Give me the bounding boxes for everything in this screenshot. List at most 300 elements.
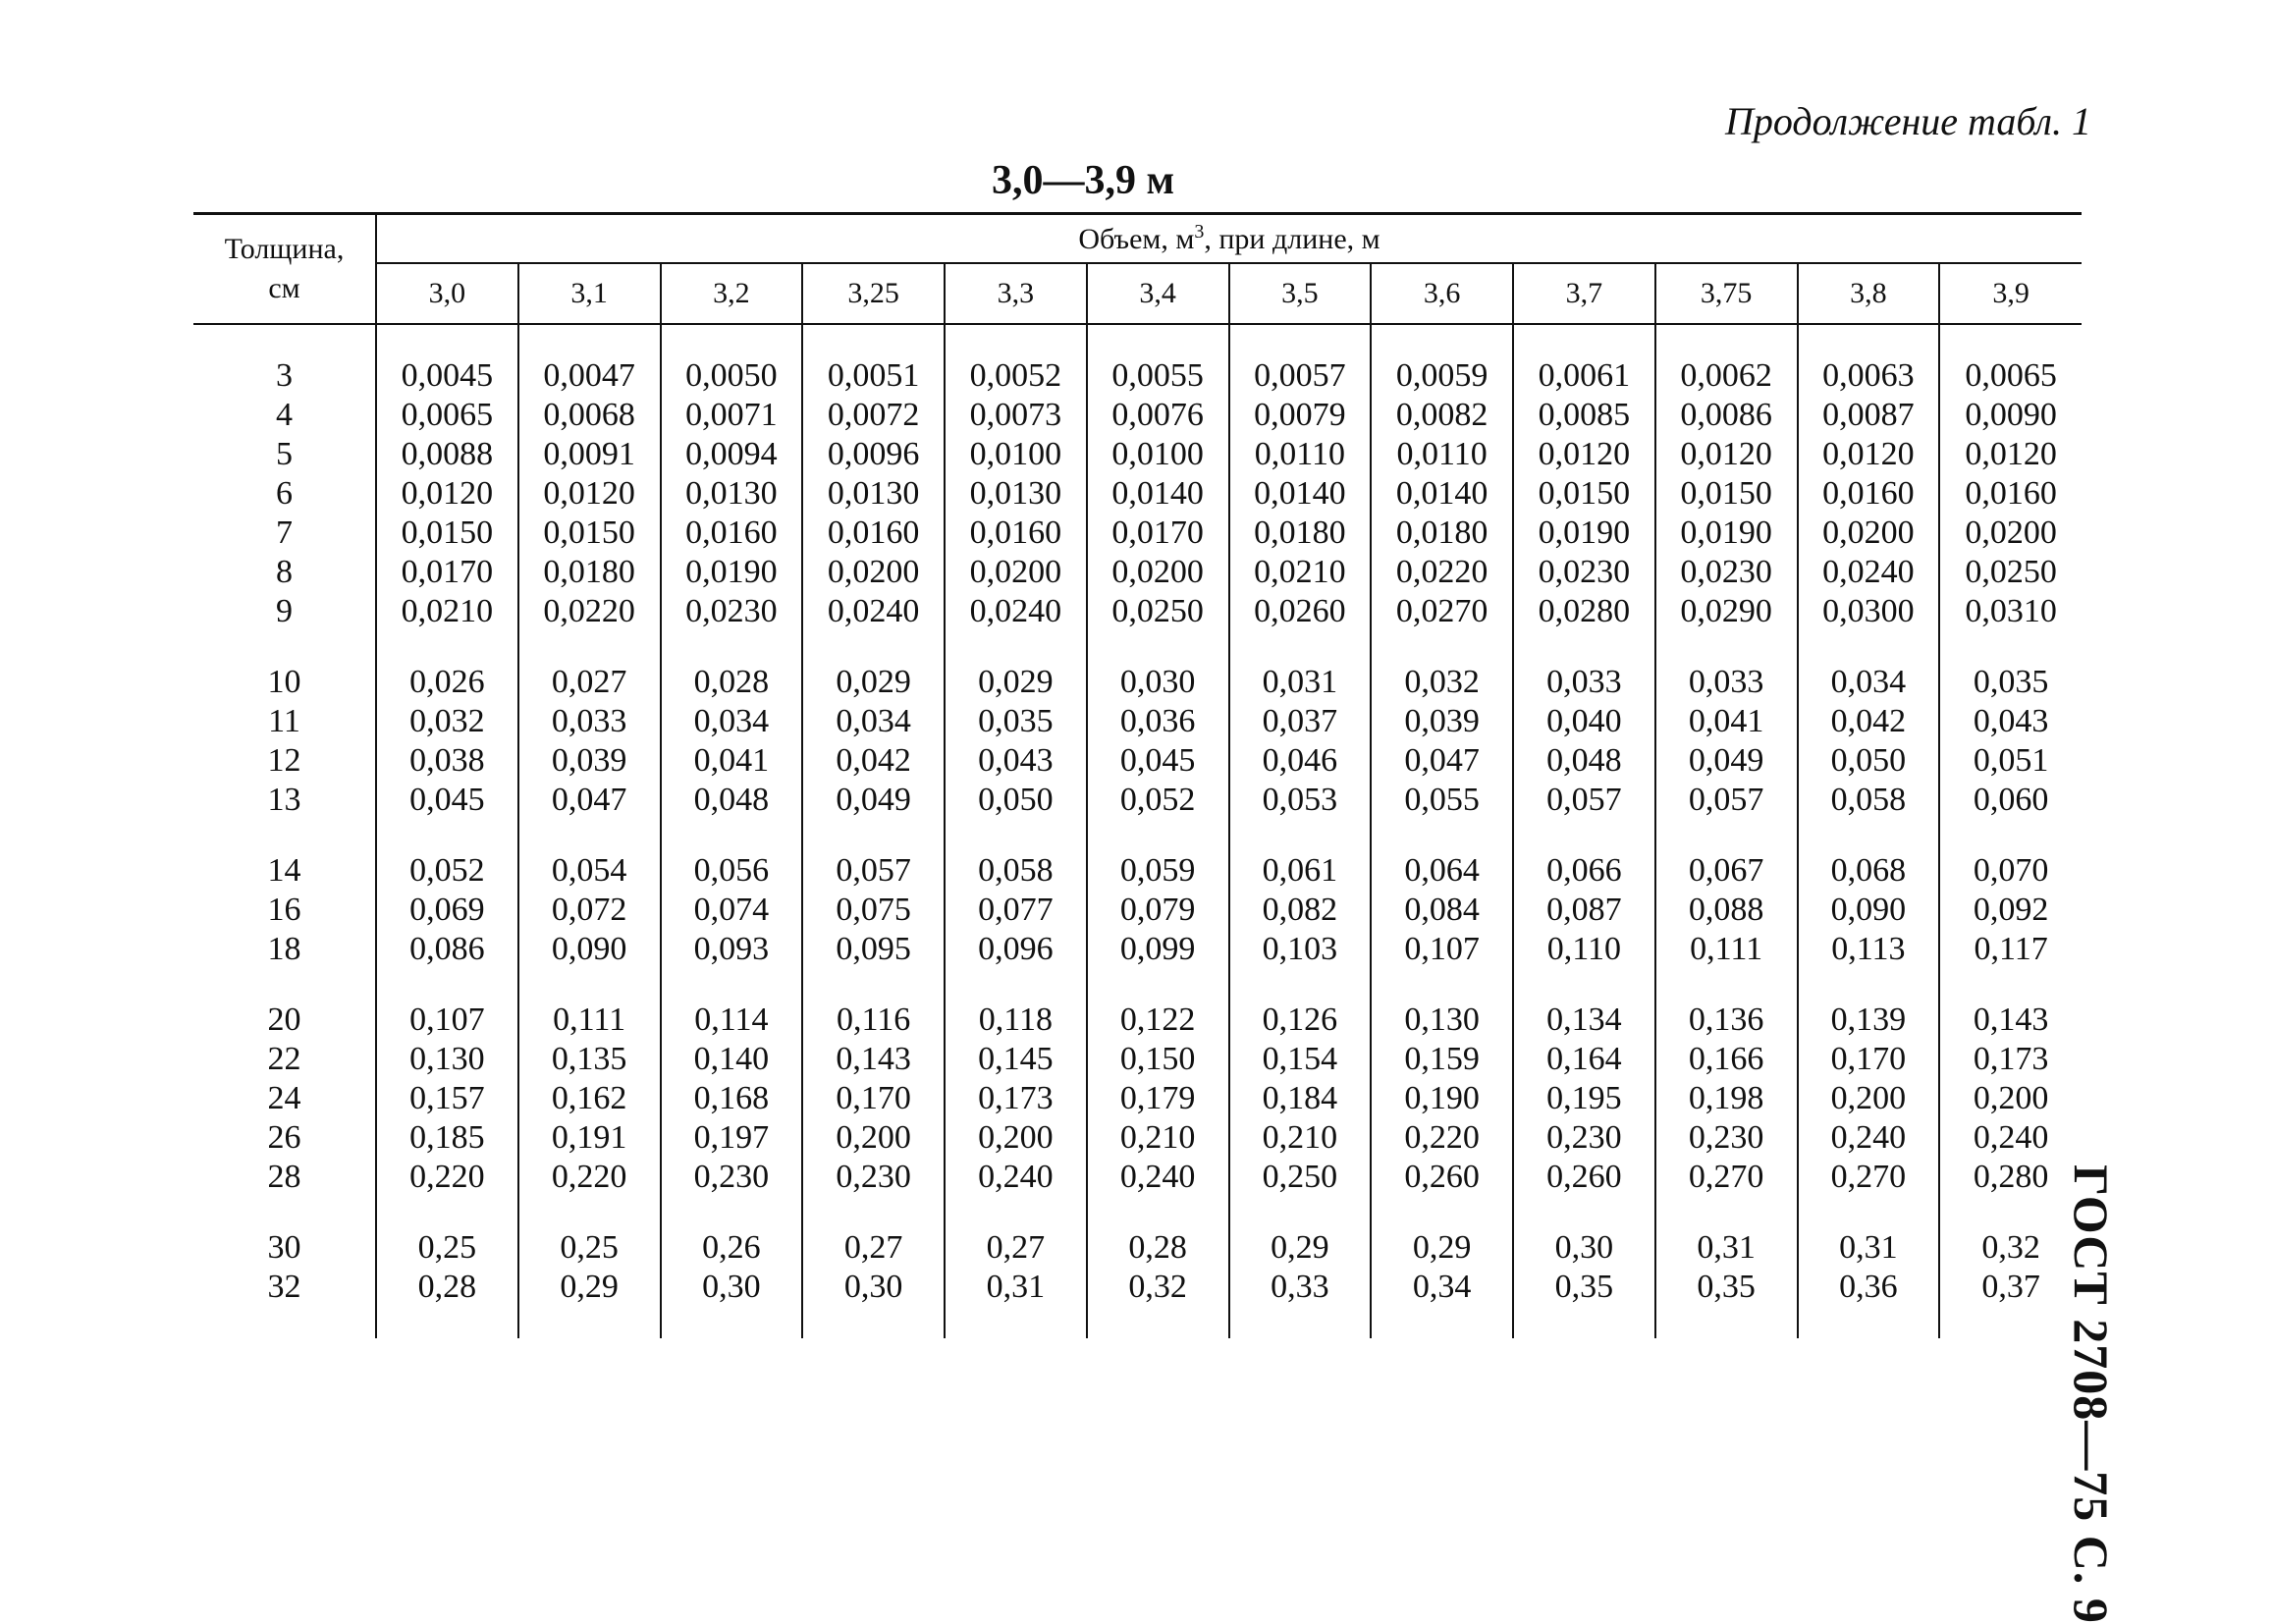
table-row — [193, 435, 2082, 474]
group-spacer-row — [193, 631, 2082, 663]
volume-cell: 0,0180 — [518, 553, 661, 592]
volume-cell: 0,0180 — [1371, 514, 1513, 553]
table-row — [193, 1079, 2082, 1118]
volume-cell: 0,260 — [1513, 1158, 1655, 1197]
volume-cell: 0,33 — [1229, 1268, 1372, 1307]
group-spacer-row — [193, 324, 2082, 356]
volume-cell: 0,0160 — [1939, 474, 2082, 514]
volume-cell: 0,0120 — [1939, 435, 2082, 474]
volume-cell: 0,0073 — [945, 396, 1087, 435]
volume-cell: 0,220 — [518, 1158, 661, 1197]
thickness-cell: 5 — [276, 436, 293, 472]
volume-cell: 0,111 — [1655, 930, 1798, 969]
volume-cell: 0,230 — [1513, 1118, 1655, 1158]
volume-cell: 0,107 — [376, 1001, 518, 1040]
volume-cell: 0,0065 — [376, 396, 518, 435]
table-row — [193, 663, 2082, 702]
volume-cell: 0,043 — [1939, 702, 2082, 741]
thickness-cell: 4 — [276, 397, 293, 433]
volume-cell: 0,0140 — [1229, 474, 1372, 514]
volume-cell: 0,126 — [1229, 1001, 1372, 1040]
volume-cell: 0,139 — [1798, 1001, 1940, 1040]
table-row — [193, 553, 2082, 592]
section-title: 3,0—3,9 м — [992, 158, 1175, 203]
table-row — [193, 1268, 2082, 1307]
volume-cell: 0,240 — [1087, 1158, 1229, 1197]
volume-cell: 0,157 — [376, 1079, 518, 1118]
length-header-cell: 3,1 — [518, 263, 661, 324]
volume-cell: 0,0088 — [376, 435, 518, 474]
table-row — [193, 396, 2082, 435]
volume-cell: 0,0190 — [1655, 514, 1798, 553]
volume-cell: 0,057 — [1513, 781, 1655, 820]
volume-cell: 0,0290 — [1655, 592, 1798, 631]
volume-cell: 0,0110 — [1371, 435, 1513, 474]
volume-cell: 0,048 — [1513, 741, 1655, 781]
volume-cell: 0,0160 — [1798, 474, 1940, 514]
volume-cell: 0,280 — [1939, 1158, 2082, 1197]
volume-cell: 0,079 — [1087, 891, 1229, 930]
volume-cell: 0,0240 — [1798, 553, 1940, 592]
volume-cell: 0,046 — [1229, 741, 1372, 781]
volume-cell: 0,0220 — [1371, 553, 1513, 592]
volume-cell: 0,220 — [1371, 1118, 1513, 1158]
thickness-cell: 28 — [267, 1159, 301, 1195]
volume-cell: 0,31 — [1655, 1228, 1798, 1268]
volume-cell: 0,31 — [945, 1268, 1087, 1307]
thickness-header-line2: см — [268, 272, 300, 304]
group-spacer-row — [193, 969, 2082, 1001]
thickness-cell: 11 — [268, 703, 300, 739]
volume-cell: 0,136 — [1655, 1001, 1798, 1040]
volume-cell: 0,118 — [945, 1001, 1087, 1040]
volume-cell: 0,092 — [1939, 891, 2082, 930]
volume-cell: 0,0094 — [661, 435, 803, 474]
volume-cell: 0,0120 — [1655, 435, 1798, 474]
volume-cell: 0,200 — [802, 1118, 945, 1158]
table-row — [193, 514, 2082, 553]
volume-cell: 0,0091 — [518, 435, 661, 474]
volume-cell: 0,240 — [945, 1158, 1087, 1197]
table-row — [193, 891, 2082, 930]
volume-cell: 0,116 — [802, 1001, 945, 1040]
group-spacer-row — [193, 820, 2082, 851]
volume-cell: 0,0200 — [1087, 553, 1229, 592]
volume-cell: 0,027 — [518, 663, 661, 702]
table-row — [193, 1228, 2082, 1268]
volume-cell: 0,0100 — [1087, 435, 1229, 474]
volume-cell: 0,34 — [1371, 1268, 1513, 1307]
volume-cell: 0,25 — [518, 1228, 661, 1268]
volume-cell: 0,0220 — [518, 592, 661, 631]
volume-cell: 0,0150 — [518, 514, 661, 553]
volume-cell: 0,033 — [1513, 663, 1655, 702]
volume-cell: 0,045 — [1087, 741, 1229, 781]
volume-cell: 0,0061 — [1513, 356, 1655, 396]
volume-cell: 0,068 — [1798, 851, 1940, 891]
volume-cell: 0,0130 — [945, 474, 1087, 514]
volume-cell: 0,041 — [661, 741, 803, 781]
volume-cell: 0,0270 — [1371, 592, 1513, 631]
volume-cell: 0,145 — [945, 1040, 1087, 1079]
volume-cell: 0,057 — [802, 851, 945, 891]
volume-cell: 0,0057 — [1229, 356, 1372, 396]
table-row — [193, 741, 2082, 781]
volume-cell: 0,103 — [1229, 930, 1372, 969]
volume-cell: 0,0120 — [1798, 435, 1940, 474]
volume-cell: 0,077 — [945, 891, 1087, 930]
thickness-cell: 9 — [276, 593, 293, 629]
volume-cell: 0,0200 — [802, 553, 945, 592]
volume-cell: 0,260 — [1371, 1158, 1513, 1197]
volume-cell: 0,0230 — [1655, 553, 1798, 592]
volume-cell: 0,069 — [376, 891, 518, 930]
volume-cell: 0,0250 — [1939, 553, 2082, 592]
volume-cell: 0,164 — [1513, 1040, 1655, 1079]
volume-cell: 0,143 — [1939, 1001, 2082, 1040]
volume-cell: 0,31 — [1798, 1228, 1940, 1268]
volume-cell: 0,099 — [1087, 930, 1229, 969]
volume-cell: 0,200 — [1939, 1079, 2082, 1118]
thickness-cell: 30 — [267, 1229, 301, 1266]
volume-cell: 0,030 — [1087, 663, 1229, 702]
thickness-cell: 32 — [267, 1269, 301, 1305]
volume-cell: 0,0150 — [1655, 474, 1798, 514]
volume-cell: 0,130 — [1371, 1001, 1513, 1040]
volume-cell: 0,049 — [1655, 741, 1798, 781]
thickness-cell: 26 — [267, 1119, 301, 1156]
volume-cell: 0,210 — [1229, 1118, 1372, 1158]
volume-cell: 0,0210 — [376, 592, 518, 631]
volume-cell: 0,0071 — [661, 396, 803, 435]
volume-cell: 0,049 — [802, 781, 945, 820]
table-body — [193, 324, 2082, 1338]
table-row — [193, 781, 2082, 820]
thickness-cell: 8 — [276, 554, 293, 590]
volume-cell: 0,0130 — [661, 474, 803, 514]
volume-cell: 0,197 — [661, 1118, 803, 1158]
volume-cell: 0,143 — [802, 1040, 945, 1079]
volume-cell: 0,039 — [1371, 702, 1513, 741]
volume-cell: 0,0280 — [1513, 592, 1655, 631]
volume-cell: 0,0200 — [1798, 514, 1940, 553]
volume-cell: 0,074 — [661, 891, 803, 930]
volume-cell: 0,075 — [802, 891, 945, 930]
volume-cell: 0,053 — [1229, 781, 1372, 820]
table-row — [193, 1040, 2082, 1079]
volume-cell: 0,190 — [1371, 1079, 1513, 1118]
volume-cell: 0,034 — [1798, 663, 1940, 702]
volume-cell: 0,240 — [1798, 1118, 1940, 1158]
volume-cell: 0,230 — [1655, 1118, 1798, 1158]
volume-cell: 0,093 — [661, 930, 803, 969]
volume-cell: 0,090 — [1798, 891, 1940, 930]
table-row — [193, 1158, 2082, 1197]
table-row — [193, 1118, 2082, 1158]
volume-cell: 0,122 — [1087, 1001, 1229, 1040]
volume-cell: 0,170 — [802, 1079, 945, 1118]
volume-cell: 0,047 — [518, 781, 661, 820]
thickness-cell: 18 — [267, 931, 301, 967]
volume-cell: 0,043 — [945, 741, 1087, 781]
volume-cell: 0,058 — [1798, 781, 1940, 820]
table-row — [193, 592, 2082, 631]
volume-cell: 0,154 — [1229, 1040, 1372, 1079]
volume-header-sup: 3 — [1194, 221, 1205, 243]
volume-cell: 0,168 — [661, 1079, 803, 1118]
volume-cell: 0,35 — [1513, 1268, 1655, 1307]
volume-cell: 0,090 — [518, 930, 661, 969]
volume-cell: 0,0086 — [1655, 396, 1798, 435]
volume-cell: 0,200 — [1798, 1079, 1940, 1118]
volume-cell: 0,029 — [945, 663, 1087, 702]
volume-cell: 0,150 — [1087, 1040, 1229, 1079]
volume-cell: 0,0052 — [945, 356, 1087, 396]
volume-cell: 0,0200 — [945, 553, 1087, 592]
volume-cell: 0,035 — [1939, 663, 2082, 702]
volume-cell: 0,198 — [1655, 1079, 1798, 1118]
volume-cell: 0,0072 — [802, 396, 945, 435]
volume-cell: 0,060 — [1939, 781, 2082, 820]
volume-cell: 0,0051 — [802, 356, 945, 396]
volume-cell: 0,0140 — [1371, 474, 1513, 514]
volume-header-prefix: Объем, м — [1078, 223, 1195, 255]
volume-cell: 0,27 — [802, 1228, 945, 1268]
volume-cell: 0,0160 — [945, 514, 1087, 553]
volume-cell: 0,0063 — [1798, 356, 1940, 396]
volume-cell: 0,0076 — [1087, 396, 1229, 435]
volume-cell: 0,0100 — [945, 435, 1087, 474]
header-row-top — [193, 214, 2082, 264]
volume-cell: 0,0090 — [1939, 396, 2082, 435]
volume-cell: 0,0180 — [1229, 514, 1372, 553]
volume-cell: 0,166 — [1655, 1040, 1798, 1079]
volume-cell: 0,0200 — [1939, 514, 2082, 553]
volume-cell: 0,110 — [1513, 930, 1655, 969]
volume-cell: 0,170 — [1798, 1040, 1940, 1079]
volume-cell: 0,0065 — [1939, 356, 2082, 396]
volume-cell: 0,0160 — [802, 514, 945, 553]
thickness-cell: 22 — [267, 1041, 301, 1077]
volume-cell: 0,184 — [1229, 1079, 1372, 1118]
volume-cell: 0,082 — [1229, 891, 1372, 930]
volume-cell: 0,230 — [661, 1158, 803, 1197]
volume-cell: 0,052 — [376, 851, 518, 891]
thickness-cell: 12 — [267, 742, 301, 779]
volume-cell: 0,134 — [1513, 1001, 1655, 1040]
table-row — [193, 474, 2082, 514]
volume-cell: 0,162 — [518, 1079, 661, 1118]
volume-cell: 0,37 — [1939, 1268, 2082, 1307]
volume-cell: 0,27 — [945, 1228, 1087, 1268]
volume-cell: 0,026 — [376, 663, 518, 702]
thickness-cell: 7 — [276, 514, 293, 551]
volume-cell: 0,200 — [945, 1118, 1087, 1158]
volume-cell: 0,036 — [1087, 702, 1229, 741]
volume-cell: 0,30 — [802, 1268, 945, 1307]
volume-cell: 0,0055 — [1087, 356, 1229, 396]
volume-cell: 0,28 — [1087, 1228, 1229, 1268]
volume-cell: 0,034 — [661, 702, 803, 741]
volume-cell: 0,061 — [1229, 851, 1372, 891]
volume-cell: 0,29 — [518, 1268, 661, 1307]
volume-cell: 0,0087 — [1798, 396, 1940, 435]
volume-cell: 0,270 — [1655, 1158, 1798, 1197]
volume-cell: 0,0170 — [376, 553, 518, 592]
length-header-cell: 3,0 — [376, 263, 518, 324]
volume-cell: 0,084 — [1371, 891, 1513, 930]
volume-cell: 0,072 — [518, 891, 661, 930]
volume-cell: 0,0120 — [376, 474, 518, 514]
volume-cell: 0,056 — [661, 851, 803, 891]
thickness-cell: 16 — [267, 892, 301, 928]
length-header-cell: 3,6 — [1371, 263, 1513, 324]
volume-cell: 0,0190 — [661, 553, 803, 592]
thickness-cell: 14 — [267, 852, 301, 889]
volume-cell: 0,048 — [661, 781, 803, 820]
volume-cell: 0,159 — [1371, 1040, 1513, 1079]
volume-cell: 0,0150 — [376, 514, 518, 553]
volume-cell: 0,0250 — [1087, 592, 1229, 631]
volume-cell: 0,032 — [1371, 663, 1513, 702]
volume-cell: 0,0240 — [802, 592, 945, 631]
volume-cell: 0,055 — [1371, 781, 1513, 820]
volume-cell: 0,32 — [1087, 1268, 1229, 1307]
volume-cell: 0,107 — [1371, 930, 1513, 969]
volume-cell: 0,220 — [376, 1158, 518, 1197]
thickness-cell: 10 — [267, 664, 301, 700]
volume-cell: 0,042 — [802, 741, 945, 781]
thickness-cell: 24 — [267, 1080, 301, 1116]
thickness-cell: 3 — [276, 357, 293, 394]
length-header-cell: 3,75 — [1655, 263, 1798, 324]
volume-cell: 0,054 — [518, 851, 661, 891]
volume-cell: 0,25 — [376, 1228, 518, 1268]
length-header-cell: 3,5 — [1229, 263, 1372, 324]
volume-cell: 0,086 — [376, 930, 518, 969]
volume-cell: 0,052 — [1087, 781, 1229, 820]
length-header-cell: 3,7 — [1513, 263, 1655, 324]
volume-cell: 0,070 — [1939, 851, 2082, 891]
volume-cell: 0,0120 — [1513, 435, 1655, 474]
volume-cell: 0,26 — [661, 1228, 803, 1268]
volume-cell: 0,059 — [1087, 851, 1229, 891]
volume-cell: 0,0062 — [1655, 356, 1798, 396]
volume-cell: 0,0160 — [661, 514, 803, 553]
volume-cell: 0,130 — [376, 1040, 518, 1079]
volume-cell: 0,111 — [518, 1001, 661, 1040]
volume-cell: 0,36 — [1798, 1268, 1940, 1307]
volume-cell: 0,173 — [945, 1079, 1087, 1118]
volume-cell: 0,0260 — [1229, 592, 1372, 631]
volume-cell: 0,037 — [1229, 702, 1372, 741]
volume-cell: 0,0120 — [518, 474, 661, 514]
volume-cell: 0,0230 — [661, 592, 803, 631]
length-header-cell: 3,8 — [1798, 263, 1940, 324]
volume-cell: 0,058 — [945, 851, 1087, 891]
side-page-caption: ГОСТ 2708—75 С. 9 — [2064, 1164, 2119, 1624]
volume-cell: 0,032 — [376, 702, 518, 741]
length-header-row — [193, 263, 2082, 324]
volume-cell: 0,117 — [1939, 930, 2082, 969]
volume-cell: 0,0310 — [1939, 592, 2082, 631]
volume-table — [193, 212, 2082, 1338]
volume-cell: 0,0079 — [1229, 396, 1372, 435]
volume-cell: 0,096 — [945, 930, 1087, 969]
volume-cell: 0,064 — [1371, 851, 1513, 891]
volume-cell: 0,0230 — [1513, 553, 1655, 592]
volume-cell: 0,113 — [1798, 930, 1940, 969]
thickness-cell: 13 — [267, 782, 301, 818]
volume-cell: 0,0130 — [802, 474, 945, 514]
length-header-cell: 3,25 — [802, 263, 945, 324]
volume-cell: 0,095 — [802, 930, 945, 969]
volume-cell: 0,051 — [1939, 741, 2082, 781]
volume-cell: 0,087 — [1513, 891, 1655, 930]
volume-cell: 0,034 — [802, 702, 945, 741]
table-row — [193, 356, 2082, 396]
table-row — [193, 1001, 2082, 1040]
volume-cell: 0,114 — [661, 1001, 803, 1040]
group-spacer-row — [193, 1197, 2082, 1228]
length-header-cell: 3,2 — [661, 263, 803, 324]
volume-cell: 0,0110 — [1229, 435, 1372, 474]
volume-cell: 0,140 — [661, 1040, 803, 1079]
group-spacer-row — [193, 1307, 2082, 1338]
volume-cell: 0,0240 — [945, 592, 1087, 631]
volume-cell: 0,230 — [802, 1158, 945, 1197]
volume-cell: 0,050 — [945, 781, 1087, 820]
table-row — [193, 702, 2082, 741]
volume-cell: 0,135 — [518, 1040, 661, 1079]
volume-cell: 0,031 — [1229, 663, 1372, 702]
volume-cell: 0,041 — [1655, 702, 1798, 741]
volume-cell: 0,035 — [945, 702, 1087, 741]
volume-cell: 0,0082 — [1371, 396, 1513, 435]
volume-cell: 0,0085 — [1513, 396, 1655, 435]
volume-cell: 0,040 — [1513, 702, 1655, 741]
volume-cell: 0,066 — [1513, 851, 1655, 891]
volume-cell: 0,0190 — [1513, 514, 1655, 553]
volume-cell: 0,067 — [1655, 851, 1798, 891]
volume-cell: 0,0300 — [1798, 592, 1940, 631]
volume-cell: 0,195 — [1513, 1079, 1655, 1118]
volume-cell: 0,210 — [1087, 1118, 1229, 1158]
volume-cell: 0,30 — [1513, 1228, 1655, 1268]
volume-cell: 0,250 — [1229, 1158, 1372, 1197]
volume-cell: 0,0140 — [1087, 474, 1229, 514]
volume-cell: 0,042 — [1798, 702, 1940, 741]
volume-cell: 0,057 — [1655, 781, 1798, 820]
length-header-cell: 3,4 — [1087, 263, 1229, 324]
volume-cell: 0,033 — [1655, 663, 1798, 702]
volume-cell: 0,28 — [376, 1268, 518, 1307]
volume-cell: 0,033 — [518, 702, 661, 741]
volume-cell: 0,050 — [1798, 741, 1940, 781]
volume-cell: 0,0170 — [1087, 514, 1229, 553]
volume-cell: 0,047 — [1371, 741, 1513, 781]
volume-header — [376, 214, 2082, 264]
volume-cell: 0,32 — [1939, 1228, 2082, 1268]
volume-cell: 0,0068 — [518, 396, 661, 435]
volume-cell: 0,185 — [376, 1118, 518, 1158]
volume-cell: 0,35 — [1655, 1268, 1798, 1307]
volume-cell: 0,30 — [661, 1268, 803, 1307]
length-header-cell: 3,3 — [945, 263, 1087, 324]
thickness-cell: 20 — [267, 1001, 301, 1038]
volume-cell: 0,191 — [518, 1118, 661, 1158]
volume-cell: 0,039 — [518, 741, 661, 781]
